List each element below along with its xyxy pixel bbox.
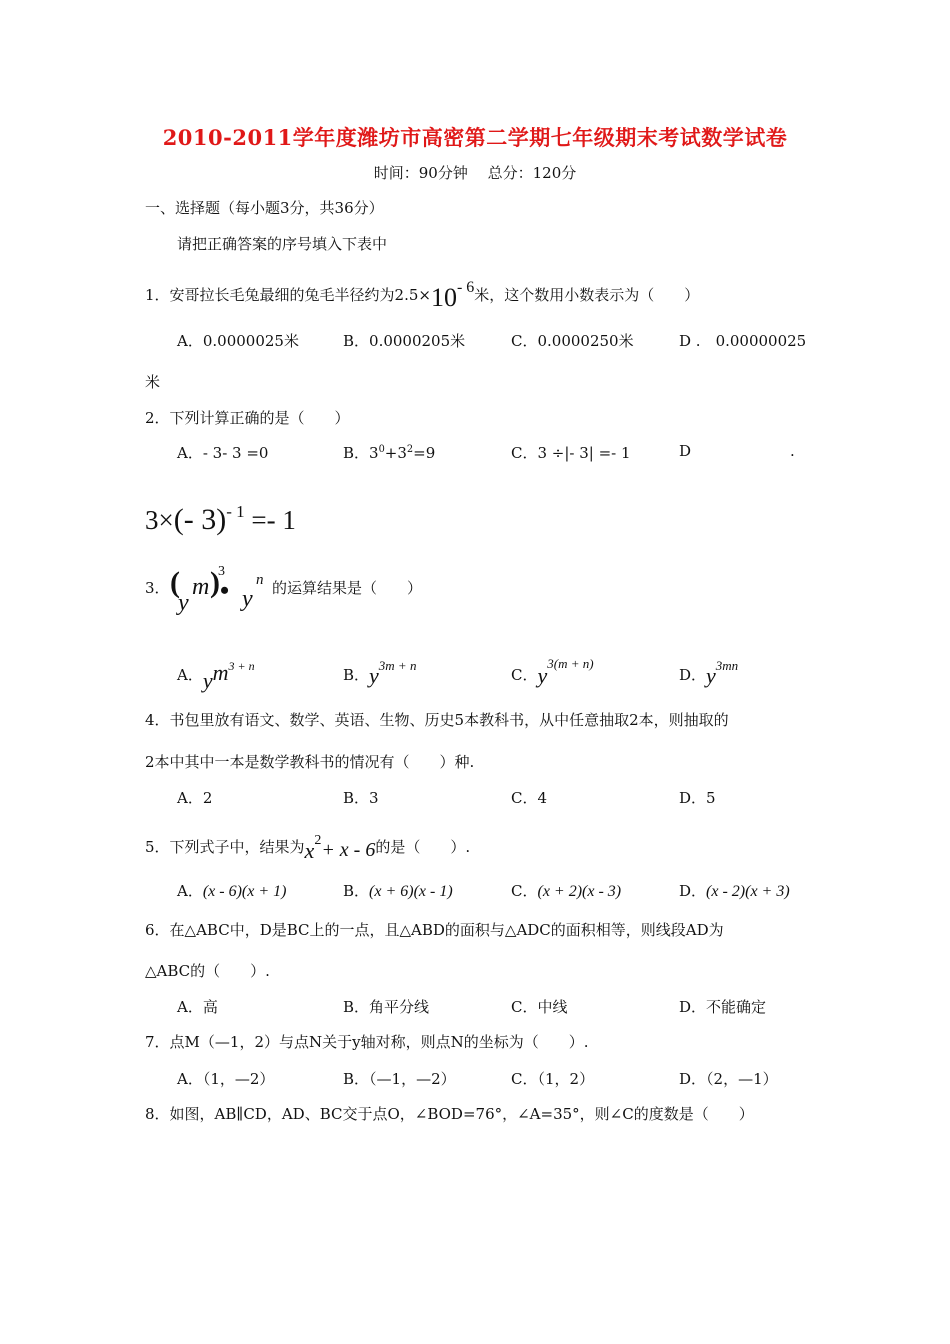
q2-b-pre: B．3: [343, 444, 379, 462]
q3-a-y: y: [202, 668, 213, 693]
page-title: 2010-2011学年度潍坊市高密第二学期七年级期末考试数学试卷: [162, 125, 788, 150]
q5-option-a: [177, 880, 286, 901]
q1-ten: 10: [430, 283, 457, 312]
q1-option-d-cont: 米: [145, 373, 161, 391]
q2-d-expr-exp: - 1: [226, 502, 245, 521]
q6-option-a: A．高: [177, 998, 218, 1016]
question-4-line2: 2本中其中一本是数学教科书的情况有（ ）种.: [145, 753, 475, 771]
q5-option-c: [511, 880, 621, 901]
q3-c-y: y: [537, 663, 548, 688]
q3-exp-3: 3: [218, 564, 225, 579]
q3-d-y: y: [706, 663, 716, 688]
question-4-line1: 4．书包里放有语文、数学、英语、生物、历史5本教科书，从中任意抽取2本，则抽取的: [145, 711, 729, 729]
q3-y2: y: [242, 586, 253, 612]
q5-b-expr: (x + 6)(x - 1): [369, 883, 453, 900]
q5-rest: + x - 6: [321, 839, 376, 861]
q5-d-label: D．: [679, 882, 707, 900]
question-6-line2: △ABC的（ ）.: [145, 962, 270, 980]
q4-option-b: B．3: [343, 789, 379, 807]
section-heading: 一、选择题（每小题3分，共36分）: [145, 199, 384, 217]
question-6-line1: 6．在△ABC中，D是BC上的一点，且△ABD的面积与△ADC的面积相等，则线段AD为: [145, 921, 724, 939]
q3-b-label: B．: [343, 666, 370, 684]
q2-b-mid: +3: [384, 444, 407, 462]
q2-b-exp1: 0: [378, 444, 385, 455]
q3-d-label: D．: [679, 666, 707, 684]
q1-option-b: B．0.0000205米: [343, 332, 466, 350]
q6-option-c: C．中线: [511, 998, 568, 1016]
q3-text: 的运算结果是（ ）: [272, 579, 423, 597]
q3-close-paren: ): [210, 566, 220, 599]
q1-option-c: C．0.0000250米: [511, 332, 634, 350]
q2-b-post: =9: [413, 444, 436, 462]
q1-text-a: 1．安哥拉长毛兔最细的兔毛半径约为2.5×: [145, 286, 431, 304]
q3-a-m: m: [212, 660, 229, 685]
q7-option-b: B．（—1，—2）: [343, 1070, 456, 1088]
q3-exp-n: n: [256, 572, 264, 588]
q1-option-d: D . 0.00000025: [679, 332, 807, 350]
section-instruction: 请把正确答案的序号填入下表中: [177, 235, 388, 253]
q3-dot: •: [220, 576, 230, 605]
q1-text-b: 米，这个数用小数表示为（ ）: [474, 286, 700, 304]
q5-a-label: A．: [177, 882, 203, 900]
q2-option-b: [343, 442, 435, 463]
q5-c-expr: (x + 2)(x - 3): [537, 883, 622, 900]
q3-base-m: m: [192, 574, 210, 600]
q3-c-exp: 3(m + n): [547, 656, 594, 671]
q5-text-a: 5．下列式子中，结果为: [145, 838, 305, 856]
q5-d-expr: (x - 2)(x + 3): [706, 883, 790, 900]
q7-option-a: A．（1，—2）: [177, 1070, 275, 1088]
question-5: [145, 832, 471, 863]
q5-exp2: 2: [314, 833, 322, 848]
q5-x: x: [304, 838, 315, 863]
q3-a-label: A．: [177, 666, 203, 684]
q2-option-d-expression: [145, 503, 296, 537]
q3-option-d: [679, 660, 738, 686]
q7-option-d: D．（2，—1）: [679, 1070, 778, 1088]
q3-c-label: C．: [511, 666, 538, 684]
q3-option-b: [343, 660, 416, 686]
exam-info: 时间：90分钟 总分：120分: [373, 164, 577, 182]
q5-c-label: C．: [511, 882, 538, 900]
question-3-number: 3．: [145, 579, 170, 597]
q2-b-exp2: 2: [406, 444, 414, 455]
q4-option-c: C．4: [511, 789, 548, 807]
q1-option-a: A．0.0000025米: [177, 332, 299, 350]
q3-open-paren: (: [170, 566, 180, 599]
question-7: 7．点M（—1，2）与点N关于y轴对称，则点N的坐标为（ ）.: [145, 1033, 589, 1051]
q3-d-exp: 3mn: [715, 658, 739, 673]
q2-d-expr-c: =- 1: [244, 505, 296, 535]
q3-b-exp: 3m + n: [378, 658, 417, 673]
q4-option-d: D．5: [679, 789, 716, 807]
q5-option-d: [679, 880, 790, 901]
question-2: 2．下列计算正确的是（ ）: [145, 409, 350, 427]
q7-option-c: C．（1，2）: [511, 1070, 595, 1088]
q4-option-a: A．2: [177, 789, 213, 807]
q2-option-d: D: [679, 442, 692, 460]
q2-option-c: C．3 ÷|- 3| =- 1: [511, 444, 631, 462]
q6-option-b: B．角平分线: [343, 998, 430, 1016]
q2-d-expr-a: 3×: [145, 505, 174, 535]
q3-option-c: [511, 656, 594, 688]
q3-expression: [170, 566, 270, 616]
q3-base-y: y: [178, 590, 189, 616]
q3-b-y: y: [369, 663, 379, 688]
question-8: 8．如图，AB∥CD，AD、BC交于点O，∠BOD=76°，∠A=35°，则∠C的度数是（ ）: [145, 1105, 754, 1123]
question-1: [145, 277, 700, 312]
q5-b-label: B．: [343, 882, 370, 900]
q6-option-d: D．不能确定: [679, 998, 767, 1016]
q2-option-a: A．- 3- 3 =0: [177, 444, 269, 462]
q1-exponent: - 6: [456, 279, 475, 296]
q3-option-a: [177, 659, 255, 693]
q3-a-exp: 3 + n: [228, 659, 255, 673]
q2-d-expr-b: (- 3): [173, 503, 227, 536]
q5-option-b: [343, 880, 453, 901]
q5-a-expr: (x - 6)(x + 1): [202, 883, 287, 900]
q2-option-d-dot: .: [790, 442, 795, 460]
q5-text-b: 的是（ ）.: [375, 838, 471, 856]
